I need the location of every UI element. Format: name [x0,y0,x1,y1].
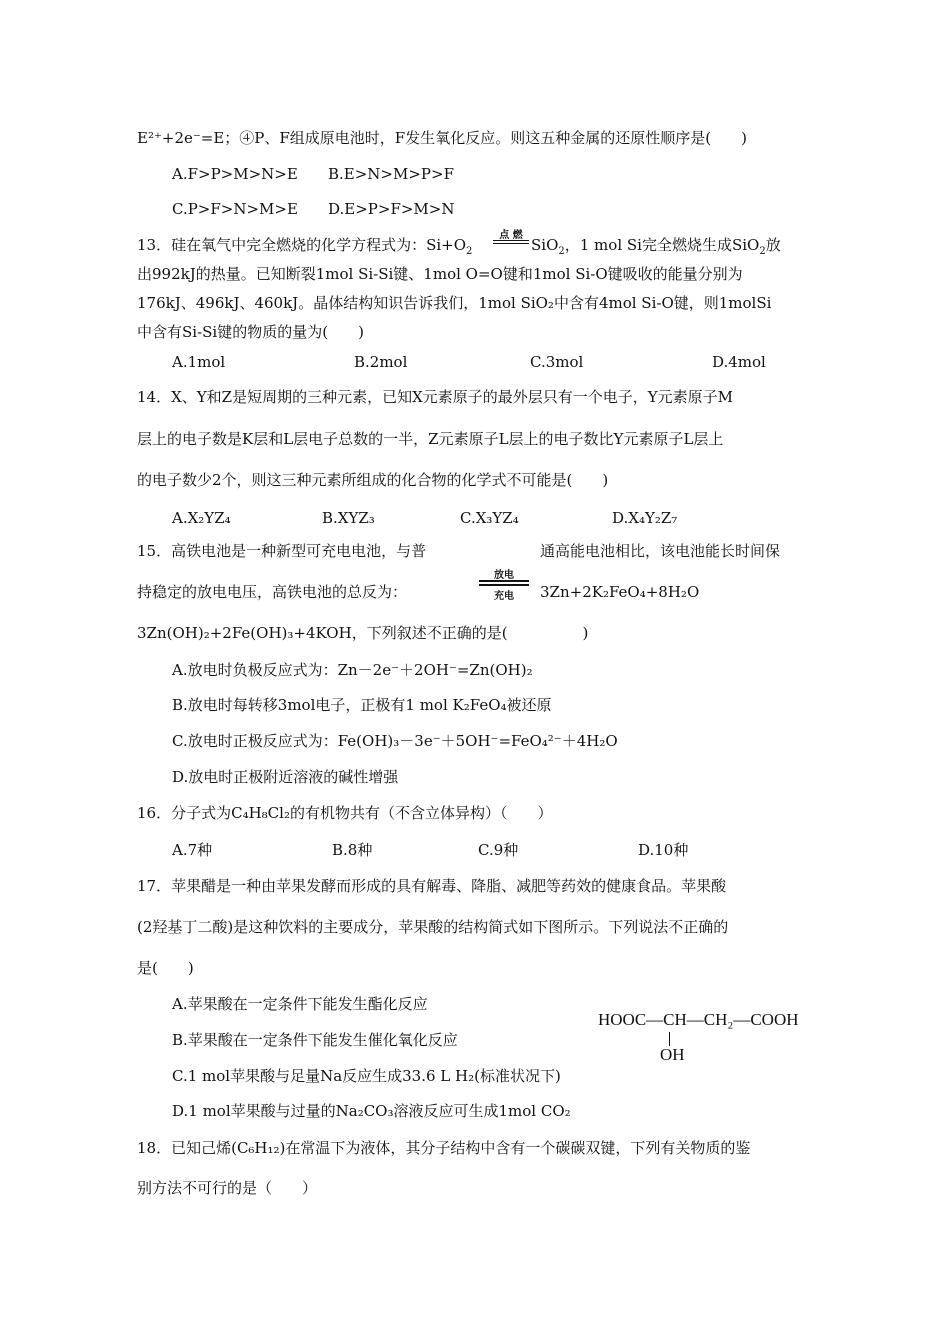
question-15-line-1a: 15．高铁电池是一种新型可充电电池，与普 [137,542,427,560]
ignite-arrow [493,226,529,246]
ignite-label: 点 燃 [499,230,523,241]
question-14-line-3: 的电子数少2个，则这三种元素所组成的化合物的化学式不可能是( ) [137,471,609,489]
option-16b: B.8种 [332,841,373,859]
question-18-line-2: 别方法不可行的是（ ） [137,1179,318,1197]
option-13d: D.4mol [712,353,766,371]
question-13-line-4: 中含有Si-Si键的物质的量为( ) [137,323,364,341]
structure-oh-branch: OH [660,1045,685,1064]
option-14c: C.X₃YZ₄ [460,509,519,527]
option-12c: C.P>F>N>M>E [172,200,298,218]
option-16d: D.10种 [638,841,689,859]
question-15-line-2a: 持稳定的放电电压，高铁电池的总反为： [137,583,408,601]
question-17-line-3: 是( ) [137,959,194,977]
discharge-label: 放电 [494,570,514,581]
question-13-line-1-cont: SiO$_2$，1 mol Si完全燃烧生成SiO$_2$放 [531,236,781,257]
option-15d: D.放电时正极附近溶液的碱性增强 [172,768,399,786]
option-17d: D.1 mol苹果酸与过量的Na₂CO₃溶液反应可生成1mol CO₂ [172,1102,571,1120]
option-17a: A.苹果酸在一定条件下能发生酯化反应 [172,995,428,1013]
structure-main-chain: HOOC—CH—CH₂—COOH [598,1010,799,1029]
question-13-line-2: 出992kJ的热量。已知断裂1mol Si-Si键、1mol O=O键和1mol Si-O键吸收的能量分别为 [137,265,743,283]
option-14b: B.XYZ₃ [322,509,375,527]
question-18-line-1: 18．已知己烯(C₆H₁₂)在常温下为液体，其分子结构中含有一个碳碳双键，下列有关物质的鉴 [137,1139,751,1157]
option-15b: B.放电时每转移3mol电子，正极有1 mol K₂FeO₄被还原 [172,696,552,714]
question-15-line-1b: 通高能电池相比，该电池能长时间保 [540,542,781,560]
option-16c: C.9种 [478,841,519,859]
question-15-line-2b: 3Zn+2K₂FeO₄+8H₂O [540,583,700,601]
option-16a: A.7种 [172,841,213,859]
option-15c: C.放电时正极反应式为：Fe(OH)₃－3e⁻＋5OH⁻=FeO₄²⁻＋4H₂O [172,732,618,750]
option-12d: D.E>P>F>M>N [328,200,455,218]
line-e2-reaction: E²⁺+2e⁻=E；④P、F组成原电池时，F发生氧化反应。则这五种金属的还原性顺序是( ) [137,129,747,147]
option-17c: C.1 mol苹果酸与足量Na反应生成33.6 L H₂(标准状况下) [172,1067,561,1085]
question-14-line-2: 层上的电子数是K层和L层电子总数的一半，Z元素原子L层上的电子数比Y元素原子L层上 [137,430,724,448]
option-14d: D.X₄Y₂Z₇ [612,509,678,527]
option-15a: A.放电时负极反应式为：Zn－2e⁻＋2OH⁻=Zn(OH)₂ [172,661,533,679]
question-17-line-1: 17．苹果醋是一种由苹果发酵而形成的具有解毒、降脂、减肥等药效的健康食品。苹果酸 [137,877,727,895]
charge-label: 充电 [494,591,514,602]
discharge-charge-arrow [479,566,529,600]
option-14a: A.X₂YZ₄ [172,509,231,527]
option-12a: A.F>P>M>N>E [172,165,298,183]
structure-bond [669,1032,670,1046]
option-13c: C.3mol [530,353,584,371]
option-17b: B.苹果酸在一定条件下能发生催化氧化反应 [172,1031,458,1049]
question-13-line-1: 13．硅在氧气中完全燃烧的化学方程式为：$Si+O_2$ [137,236,473,257]
question-15-line-3: 3Zn(OH)₂+2Fe(OH)₃+4KOH，下列叙述不正确的是( ) [137,624,589,642]
option-13b: B.2mol [354,353,408,371]
option-13a: A.1mol [172,353,226,371]
question-17-line-2: (2羟基丁二酸)是这种饮料的主要成分，苹果酸的结构简式如下图所示。下列说法不正确的 [137,918,729,936]
question-14-line-1: 14．X、Y和Z是短周期的三种元素，已知X元素原子的最外层只有一个电子，Y元素原子M [137,388,734,406]
question-13-line-3: 176kJ、496kJ、460kJ。晶体结构知识告诉我们，1mol SiO₂中含有4mol Si-O键，则1molSi [137,294,772,312]
option-12b: B.E>N>M>P>F [328,165,454,183]
question-16: 16．分子式为C₄H₈Cl₂的有机物共有（不含立体异构）（ ） [137,804,553,822]
